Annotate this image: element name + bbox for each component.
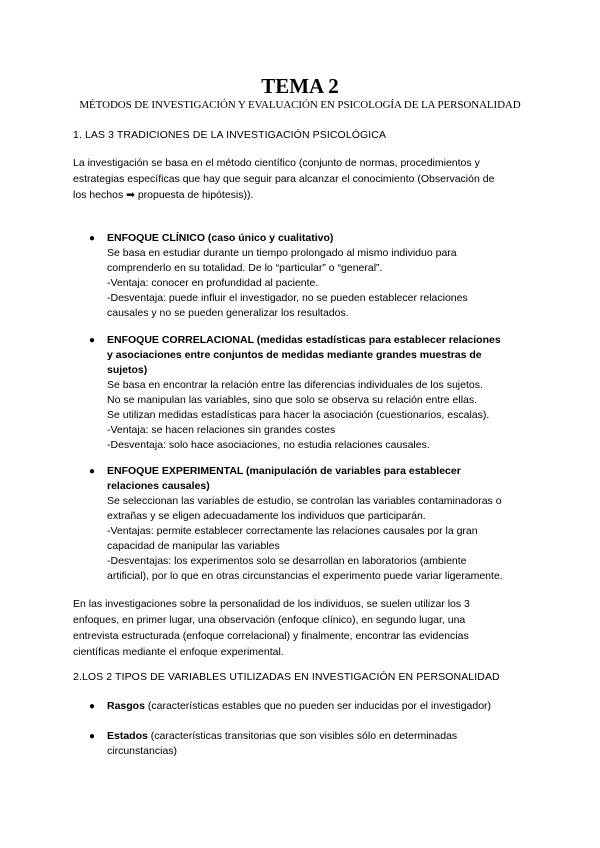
summary-paragraph (73, 596, 529, 660)
term-rasgos: Rasgos (107, 700, 145, 712)
bullet-icon: ● (89, 335, 96, 346)
item-line: -Ventaja: se hacen relaciones sin grandes costes (107, 424, 336, 436)
bullet-icon: ● (89, 466, 96, 477)
item-line: -Ventaja: conocer en profundidad al paciente. (107, 277, 319, 289)
item-line: -Desventaja: puede influir el investigador, no se pueden establecer relaciones (107, 292, 468, 304)
list-item-clinico (107, 231, 537, 321)
document-title: TEMA 2 (261, 74, 339, 98)
item-line: -Ventajas: permite establecer correctamente las relaciones causales por la gran (107, 525, 478, 537)
summary-line: entrevista estructurada (enfoque correlacional) y finalmente, encontrar las evidencias (73, 630, 469, 642)
term-estados: Estados (107, 730, 148, 742)
list-item-rasgos (107, 699, 537, 714)
item-heading: relaciones causales) (107, 480, 210, 492)
term-estados-desc: (características transitorias que son visibles sólo en determinadas (147, 730, 458, 742)
item-line: Se basa en encontrar la relación entre las diferencias individuales de los sujetos. (107, 379, 483, 391)
intro-paragraph (73, 155, 529, 203)
summary-line: científicas mediante el enfoque experimental. (73, 646, 284, 658)
term-rasgos-desc: (características estables que no pueden ser inducidas por el investigador) (144, 700, 492, 712)
item-line: capacidad de manipular las variables (107, 540, 280, 552)
item-heading: ENFOQUE EXPERIMENTAL (manipulación de variables para establecer (107, 465, 461, 477)
item-line: causales y no se pueden generalizar los resultados. (107, 307, 349, 319)
list-item-estados (107, 729, 537, 759)
item-line: -Desventajas: los experimentos solo se desarrollan en laboratorios (ambiente (107, 555, 467, 567)
item-line: -Desventaja: solo hace asociaciones, no estudia relaciones causales. (107, 439, 430, 451)
item-line: Se utilizan medidas estadísticas para hacer la asociación (cuestionarios, escalas). (107, 409, 490, 421)
item-line: Se basa en estudiar durante un tiempo prolongado al mismo individuo para (107, 247, 457, 259)
item-heading: sujetos) (107, 364, 148, 376)
item-line: circunstancias) (107, 745, 178, 757)
intro-line: estrategias específicas que hay que seguir para alcanzar el conocimiento (Observación de (73, 173, 495, 185)
intro-line: los hechos ➡ propuesta de hipótesis)). (73, 189, 254, 201)
summary-line: enfoques, en primer lugar, una observación (enfoque clínico), en segundo lugar, una (73, 614, 466, 626)
item-line: artificial), por lo que en otras circunstancias el experimento puede variar ligeramente. (107, 570, 503, 582)
item-line: Se seleccionan las variables de estudio, se controlan las variables contaminadoras o (107, 495, 502, 507)
item-heading: y asociaciones entre conjuntos de medidas mediante grandes muestras de (107, 349, 482, 361)
bullet-icon: ● (89, 701, 96, 712)
item-line: comprenderlo en su totalidad. De lo “particular” o “general”. (107, 262, 383, 274)
section-heading-2: 2.LOS 2 TIPOS DE VARIABLES UTILIZADAS EN INVESTIGACIÓN EN PERSONALIDAD (73, 671, 500, 683)
item-line: No se manipulan las variables, sino que solo se observa su relación entre ellas. (107, 394, 478, 406)
item-line: extrañas y se eligen adecuadamente los individuos que participarán. (107, 510, 426, 522)
bullet-icon: ● (89, 731, 96, 742)
list-item-correlacional (107, 333, 537, 453)
intro-line: La investigación se basa en el método científico (conjunto de normas, procedimientos y (73, 157, 480, 169)
section-heading-1: 1. LAS 3 TRADICIONES DE LA INVESTIGACIÓN PSICOLÓGICA (73, 129, 387, 141)
item-heading: ENFOQUE CORRELACIONAL (medidas estadísticas para establecer relaciones (107, 334, 501, 346)
document-subtitle: MÉTODOS DE INVESTIGACIÓN Y EVALUACIÓN EN PSICOLOGÍA DE LA PERSONALIDAD (79, 99, 521, 111)
item-heading: ENFOQUE CLÍNICO (caso único y cualitativo) (107, 232, 334, 244)
list-item-experimental (107, 464, 537, 584)
bullet-icon: ● (89, 233, 96, 244)
summary-line: En las investigaciones sobre la personalidad de los individuos, se suelen utilizar los 3 (73, 598, 470, 610)
